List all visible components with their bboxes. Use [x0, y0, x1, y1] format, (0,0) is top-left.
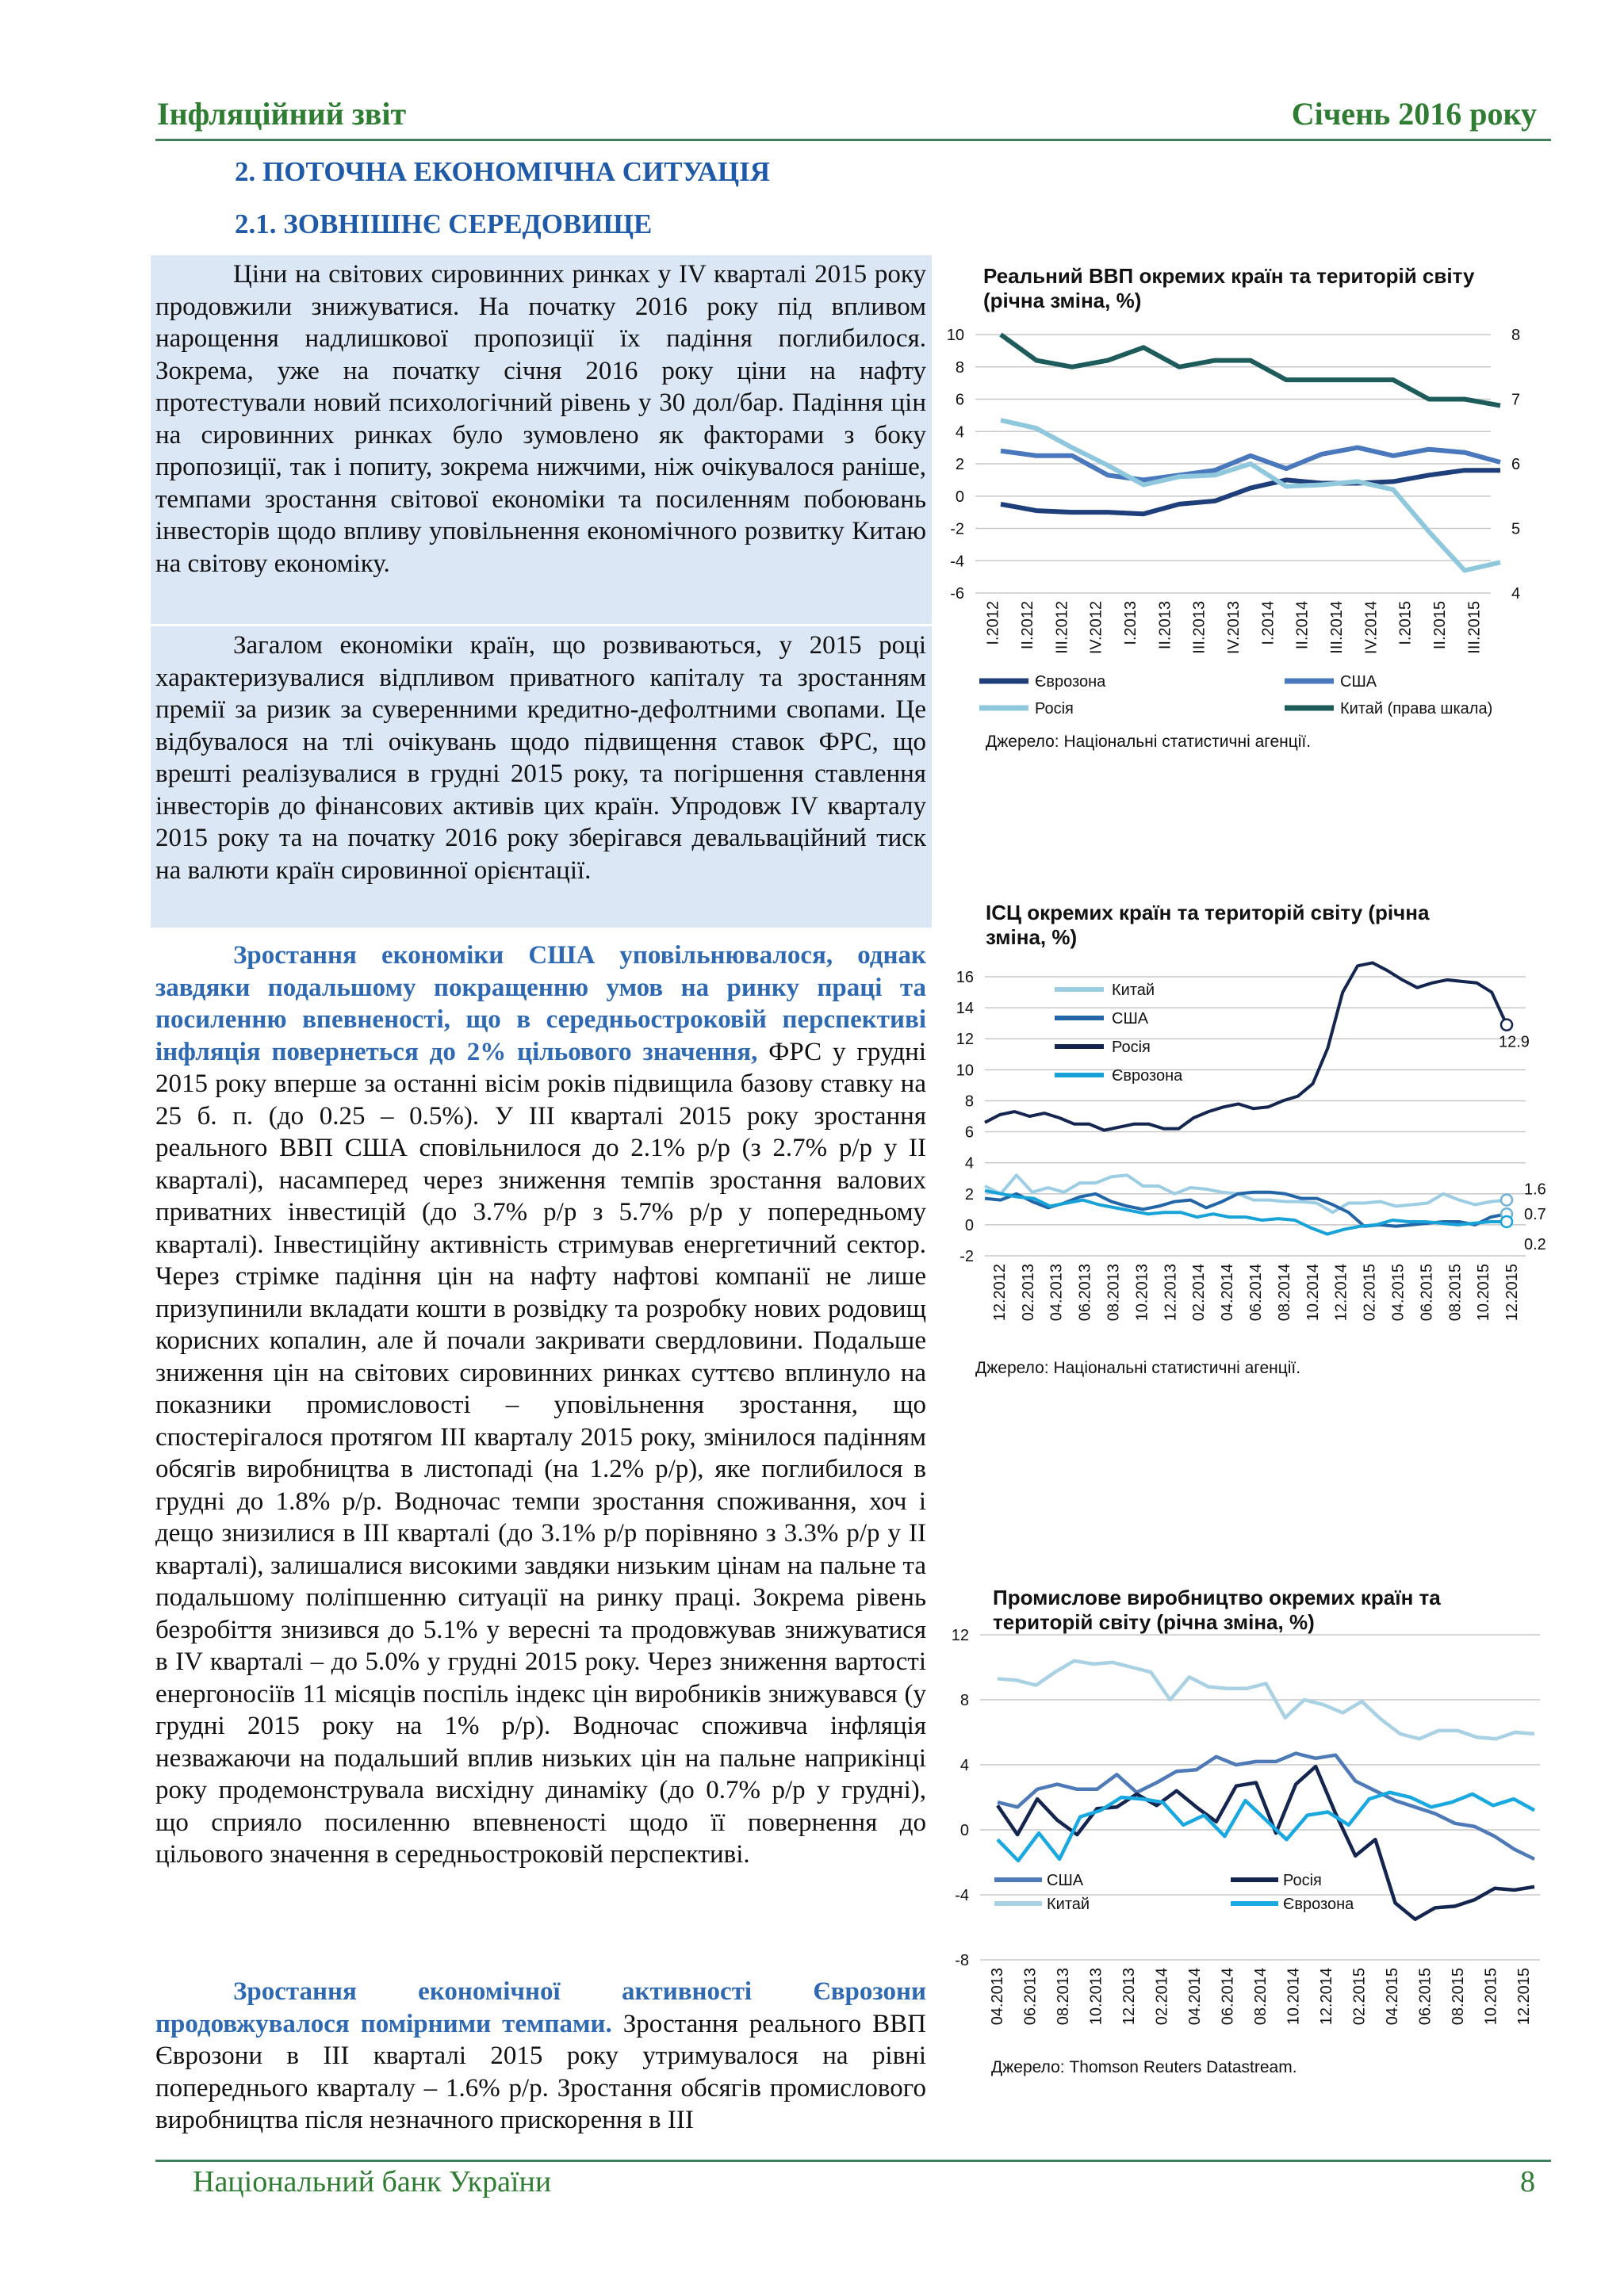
cpi-chart-source: Джерело: Національні статистичні агенції. [975, 1359, 1301, 1377]
legend-label: Росія [1112, 1039, 1151, 1056]
x-tick-label: 02.2015 [1361, 1264, 1379, 1322]
paragraph-eurozone-body: Зростання реального ВВП Єврозони в III кварталі 2015 року утримувалося на рівні попереднього кварталу – 1.6% р/р. Зростання обсягів промислового виробництва після незначного прискорення в III [155, 2009, 926, 2134]
y-tick-label: 16 [956, 969, 974, 986]
y-tick-label: -4 [950, 553, 964, 571]
cpi-chart [936, 959, 1546, 1340]
end-value-label: 0.2 [1524, 1235, 1546, 1253]
y-tick-label: -6 [950, 585, 964, 603]
series-line [1001, 420, 1500, 571]
x-tick-label: 06.2014 [1219, 1968, 1237, 2026]
legend-label: Єврозона [1035, 673, 1106, 691]
y-tick-label: 14 [956, 1000, 974, 1018]
end-marker [1501, 1195, 1512, 1206]
gdp-chart-title: Реальний ВВП окремих країн та територій світу (річна зміна, %) [983, 264, 1475, 312]
x-tick-label: 02.2013 [1019, 1264, 1037, 1322]
y-tick-label: 4 [959, 1757, 969, 1774]
x-tick-label: 06.2013 [1021, 1968, 1040, 2026]
legend-label: Росія [1283, 1872, 1322, 1889]
y2-tick-label: 5 [1511, 520, 1521, 538]
footer-publisher: Національний банк України [193, 2165, 552, 2198]
y-tick-label: 8 [955, 358, 964, 377]
y2-tick-label: 8 [1511, 327, 1521, 344]
x-tick-label: II.2015 [1431, 601, 1449, 650]
y-tick-label: 0 [964, 1216, 974, 1234]
x-tick-label: 06.2014 [1247, 1264, 1265, 1322]
y2-tick-label: 4 [1511, 585, 1521, 603]
x-tick-label: 06.2013 [1076, 1264, 1094, 1322]
y-tick-label: 12 [956, 1031, 974, 1049]
y-tick-label: 2 [955, 456, 964, 473]
legend-label: Китай [1047, 1896, 1090, 1913]
legend-label: Китай (права шкала) [1340, 700, 1493, 718]
x-tick-label: II.2013 [1156, 601, 1174, 650]
x-tick-label: 02.2014 [1190, 1264, 1208, 1322]
x-tick-label: 10.2014 [1304, 1264, 1322, 1322]
x-tick-label: 08.2015 [1450, 1968, 1468, 2026]
footer-divider [155, 2160, 1551, 2162]
ip-chart [936, 1621, 1554, 2081]
legend-label: США [1112, 1010, 1149, 1027]
legend-label: США [1340, 673, 1377, 691]
x-tick-label: 02.2014 [1153, 1968, 1171, 2026]
x-tick-label: 08.2014 [1275, 1264, 1293, 1322]
x-tick-label: 02.2015 [1350, 1968, 1369, 2026]
x-tick-label: 04.2014 [1219, 1264, 1237, 1322]
y-tick-label: 10 [946, 327, 964, 344]
x-tick-label: 10.2015 [1475, 1264, 1493, 1322]
section-title: 2. ПОТОЧНА ЕКОНОМІЧНА СИТУАЦІЯ [235, 156, 770, 187]
x-tick-label: III.2012 [1053, 601, 1071, 654]
paragraph-emerging-markets: Загалом економіки країн, що розвиваються, у 2015 році характеризувалися відпливом приватного капіталу та зростанням премії за ризик за суверенними кредитно-дефолтними свопами. Це відбувалося на тлі очікувань щодо підвищення ставок ФРС, що врешті реалізувалися в грудні 2015 року, та погіршення ставлення інвесторів до фінансових активів цих країн. Упродовж IV кварталу 2015 року та на початку 2016 року зберігався девальваційний тиск на валюти країн сировинної орієнтації. [155, 631, 926, 885]
x-tick-label: 10.2014 [1285, 1968, 1303, 2026]
y2-tick-label: 7 [1511, 391, 1521, 409]
x-tick-label: I.2014 [1259, 601, 1277, 645]
ip-chart-title: Промислове виробництво окремих країн та територій світу (річна зміна, %) [993, 1586, 1441, 1634]
series-line [998, 1793, 1534, 1861]
y-tick-label: 8 [964, 1093, 974, 1111]
cpi-chart-title: ІСЦ окремих країн та територій світу (річна зміна, %) [986, 901, 1430, 949]
x-tick-label: 04.2013 [1048, 1264, 1066, 1322]
y-tick-label: -4 [955, 1887, 969, 1904]
x-tick-label: I.2013 [1122, 601, 1139, 645]
y-tick-label: 4 [955, 423, 964, 442]
paragraph-eurozone [155, 1976, 926, 2137]
y-tick-label: 2 [964, 1185, 974, 1203]
legend-label: Єврозона [1112, 1067, 1183, 1085]
y-tick-label: 0 [959, 1822, 969, 1839]
legend-label: Китай [1112, 982, 1155, 999]
x-tick-label: I.2015 [1396, 601, 1415, 645]
paragraph-commodity-prices: Ціни на світових сировинних ринках у IV кварталі 2015 року продовжили знижуватися. На початку 2016 року під впливом нарощення надлишкової пропозиції їх падіння поглибилося. Зокрема, уже на початку січня 2016 року ціни на нафту протестували новий психологічний рівень у 30 дол/бар. Падіння цін на сировинних ринках було зумовлено як факторами з боку пропозиції, так і попиту, зокрема нижчими, ніж очікувалося раніше, темпами зростання світової економіки та посиленням побоювань інвесторів щодо впливу уповільнення економічного розвитку Китаю на світову економіку. [155, 260, 926, 578]
legend-label: Єврозона [1283, 1896, 1354, 1913]
y-tick-label: -2 [950, 520, 964, 538]
y-tick-label: 6 [964, 1123, 974, 1142]
series-line [1001, 335, 1500, 406]
x-tick-label: II.2012 [1019, 601, 1036, 650]
header-divider [155, 139, 1551, 141]
gdp-chart [936, 317, 1538, 761]
report-title: Інфляційний звіт [157, 96, 407, 132]
paragraph-usa-lead: Зростання економіки США уповільнювалося, однак завдяки подальшому покращенню умов на ринку праці та посиленню впевненості, що в середньостроковій перспективі інфляція повернеться до 2% цільового значення, [155, 941, 926, 1066]
x-tick-label: 04.2014 [1185, 1968, 1204, 2026]
x-tick-label: III.2014 [1328, 601, 1346, 654]
x-tick-label: 12.2014 [1318, 1968, 1336, 2026]
x-tick-label: 10.2013 [1133, 1264, 1151, 1322]
x-tick-label: 12.2015 [1503, 1264, 1522, 1322]
y-tick-label: 4 [964, 1154, 974, 1173]
legend-label: США [1047, 1872, 1084, 1889]
y2-tick-label: 6 [1511, 456, 1521, 473]
y-tick-label: -8 [955, 1952, 969, 1969]
x-tick-label: III.2013 [1190, 601, 1208, 654]
x-tick-label: 12.2013 [1120, 1968, 1138, 2026]
x-tick-label: 06.2015 [1418, 1264, 1436, 1322]
end-value-label: 1.6 [1524, 1181, 1546, 1199]
page-number: 8 [1520, 2165, 1535, 2198]
x-tick-label: 06.2015 [1416, 1968, 1434, 2026]
x-tick-label: 12.2012 [990, 1264, 1009, 1322]
x-tick-label: 04.2015 [1384, 1968, 1402, 2026]
y-tick-label: 8 [959, 1692, 969, 1709]
x-tick-label: 10.2013 [1087, 1968, 1105, 2026]
x-tick-label: 08.2013 [1054, 1968, 1072, 2026]
x-tick-label: 08.2015 [1446, 1264, 1465, 1322]
gdp-chart-source: Джерело: Національні статистичні агенції. [986, 733, 1312, 751]
paragraph-usa [155, 939, 926, 1871]
y-tick-label: 10 [956, 1062, 974, 1080]
paragraph-usa-body: ФРС у грудні 2015 року вперше за останні вісім років підвищила базову ставку на 25 б. п. (до 0.25 – 0.5%). У III кварталі 2015 року зростання реального ВВП США сповільнилося до 2.1% р/р (з 2.7% р/р у II кварталі), насамперед через зниження темпів зростання валових приватних інвестицій (до 3.7% р/р з 5.7% р/р у попередньому кварталі). Інвестиційну активність стримував енергетичний сектор. Через стрімке падіння цін на нафту нафтові компанії не лише призупинили вкладати кошти в розвідку та розробку нових родовищ корисних копалин, але й почали закривати свердловини. Подальше зниження цін на світових сировинних ринках суттєво вплинуло на показники промисловості – уповільнення зростання, що спостерігалося протягом III кварталу 2015 року, змінилося падінням обсягів виробництва в листопаді (на 1.2% р/р), яке поглибилося в грудні до 1.8% р/р. Водночас темпи зростання споживання, хоч і дещо знизилися в III кварталі (до 3.1% р/р порівняно з 3.3% р/р у II кварталі), залишалися високими завдяки низьким цінам на пальне та подальшому поліпшенню ситуації на ринку праці. Зокрема рівень безробіття знизився до 5.1% у вересні та продовжував знижуватися в IV кварталі – до 5.0% у грудні 2015 року. Через зниження вартості енергоносіїв 11 місяців поспіль індекс цін виробників знижувався (у грудні 2015 року на 1% р/р). Водночас споживча інфляція незважаючи на подальший вплив низьких цін на пальне наприкінці року продемонструвала висхідну динаміку (до 0.7% р/р у грудні), що сприяло посиленню впевненості щодо її повернення до цільового значення в середньостроковій перспективі. [155, 1037, 926, 1869]
subsection-title: 2.1. ЗОВНІШНЄ СЕРЕДОВИЩЕ [235, 209, 653, 239]
x-tick-label: 08.2013 [1105, 1264, 1123, 1322]
x-tick-label: IV.2014 [1362, 601, 1381, 655]
report-date: Січень 2016 року [1291, 96, 1537, 132]
series-line [1001, 470, 1500, 514]
x-tick-label: 04.2015 [1389, 1264, 1408, 1322]
legend-label: Росія [1035, 700, 1074, 718]
end-value-label: 0.7 [1524, 1206, 1546, 1224]
x-tick-label: IV.2012 [1087, 601, 1105, 655]
paragraph-eurozone-lead: Зростання економічної активності Єврозони продовжувалося помірними темпами. [155, 1977, 926, 2038]
x-tick-label: 04.2013 [988, 1968, 1006, 2026]
y-tick-label: 12 [951, 1627, 969, 1644]
x-tick-label: 12.2014 [1332, 1264, 1350, 1322]
end-marker [1501, 1020, 1512, 1031]
x-tick-label: II.2014 [1293, 601, 1312, 650]
y-tick-label: -2 [959, 1248, 974, 1265]
x-tick-label: 10.2015 [1482, 1968, 1500, 2026]
end-marker [1501, 1216, 1512, 1227]
x-tick-label: 12.2015 [1515, 1968, 1534, 2026]
x-tick-label: III.2015 [1465, 601, 1484, 654]
x-tick-label: 12.2013 [1162, 1264, 1180, 1322]
y-tick-label: 0 [955, 488, 964, 506]
x-tick-label: IV.2013 [1225, 601, 1243, 655]
y-tick-label: 6 [955, 391, 964, 409]
end-value-label: 12.9 [1499, 1033, 1530, 1051]
x-tick-label: I.2012 [984, 601, 1002, 645]
x-tick-label: 08.2014 [1252, 1968, 1270, 2026]
ip-chart-source: Джерело: Thomson Reuters Datastream. [991, 2058, 1297, 2076]
